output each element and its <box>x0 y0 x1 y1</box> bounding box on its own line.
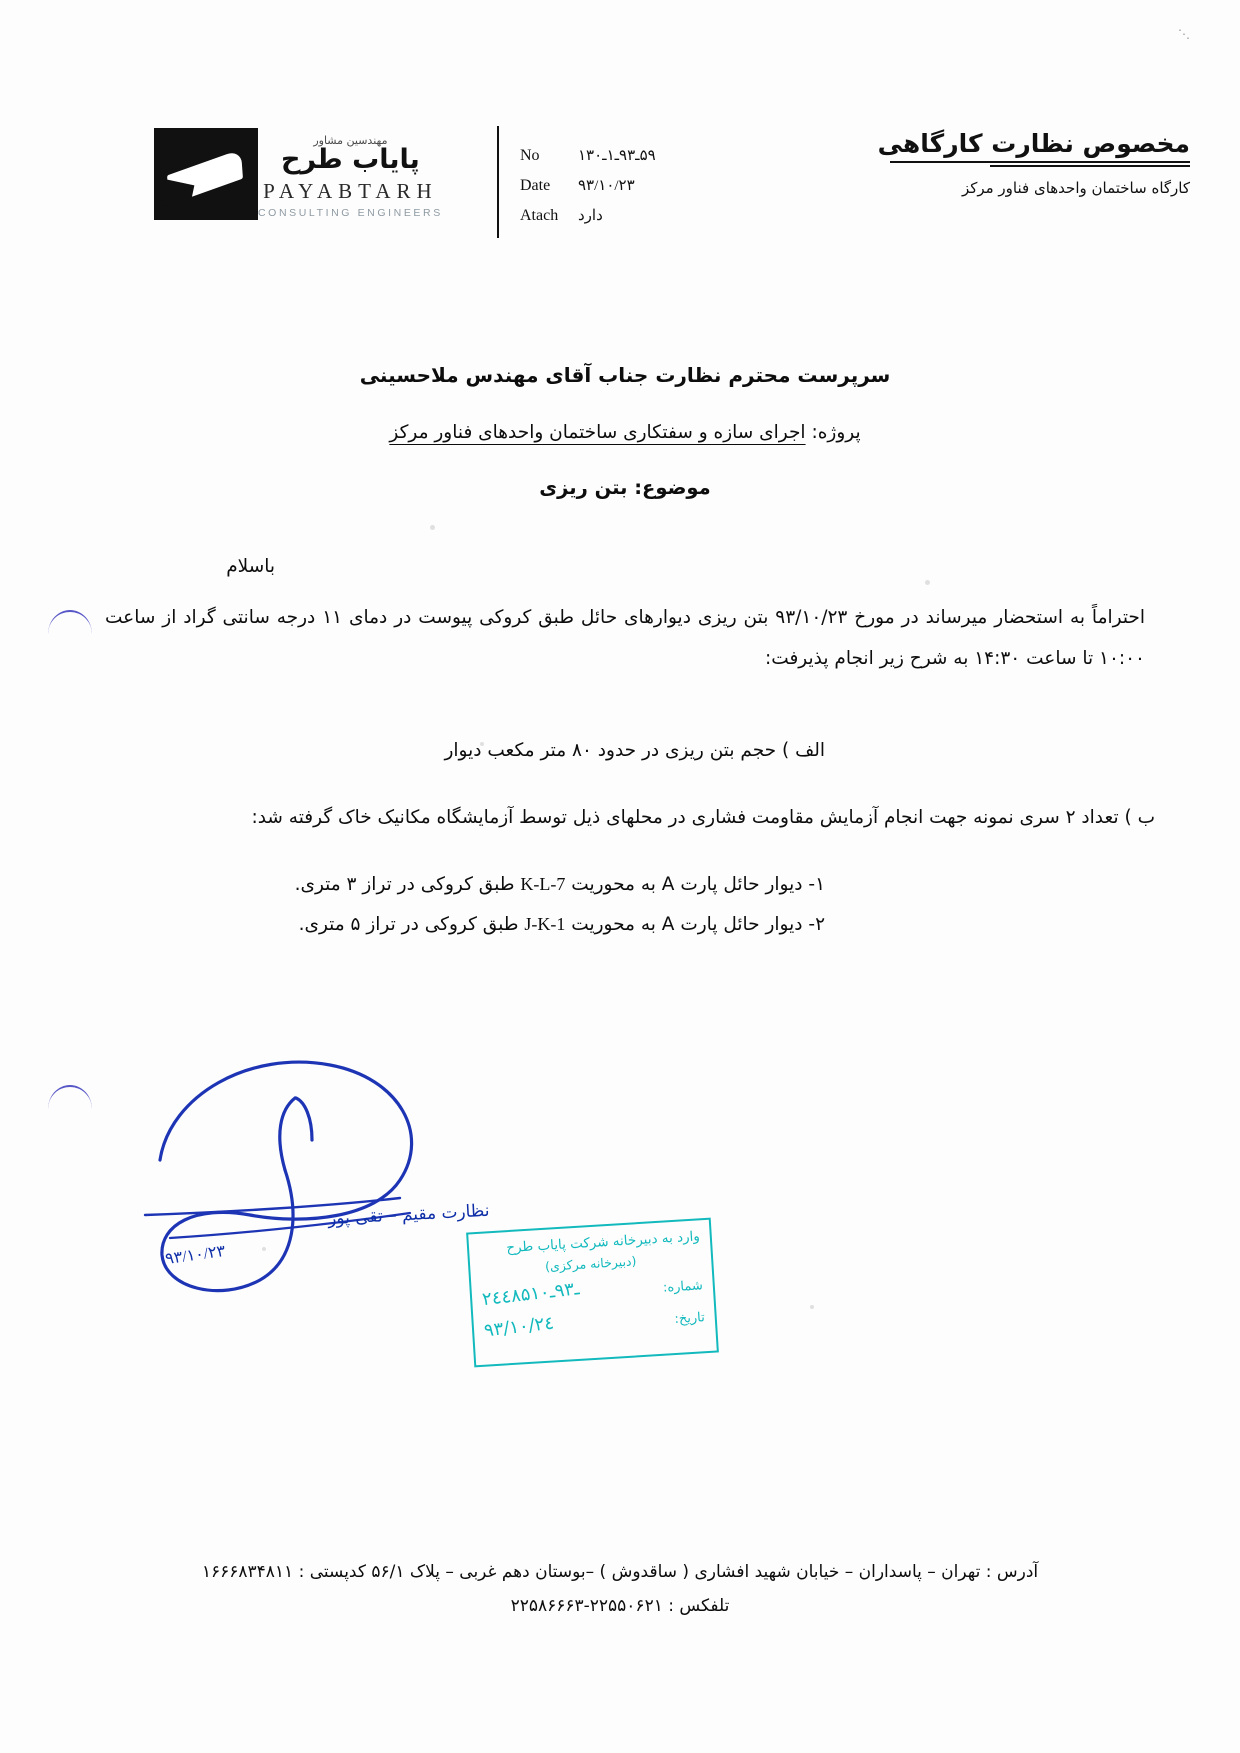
list-item-post: طبق کروکی در تراز ۵ متری. <box>298 914 519 936</box>
registration-stamp <box>466 1218 719 1368</box>
supervision-stamp-header <box>830 130 1190 197</box>
company-name-fa: پایاب طرح <box>281 144 420 175</box>
list-item <box>95 865 1155 906</box>
footer-address: آدرس : تهران – پاسداران – خیابان شهید افشاری ( ساقدوش ) –بوستان دهم غربی – پلاک ۵۶/۱ کدپستی : ۱۶۶۶۸۳۴۸۱۱ <box>201 1562 1039 1582</box>
recipient-line: سرپرست محترم نظارت جناب آقای مهندس ملاحسینی <box>359 363 891 387</box>
meta-row-date <box>520 176 750 206</box>
meta-label-date: Date <box>520 177 551 194</box>
list-item <box>95 905 1155 946</box>
project-line <box>95 414 1155 452</box>
list-item-code: J-K-1 <box>524 914 566 935</box>
logo-mark-icon <box>154 128 258 220</box>
project-value: اجرای سازه و سفتکاری ساختمان واحدهای فناور مرکز <box>389 422 806 443</box>
signature-label: نظارت مقیم – تقی پور <box>328 1200 491 1230</box>
registration-line-1: وارد به دبیرخانه شرکت پایاب طرح <box>505 1228 701 1257</box>
company-sub-fa: مهندسین مشاور <box>313 134 388 147</box>
footer-phone: تلفکس : ۲۲۵۵۰۶۲۱-۲۲۵۸۶۶۶۳ <box>510 1596 730 1616</box>
registration-date-value: ۹۳/۱۰/۲٤ <box>482 1312 556 1342</box>
list-item-post: طبق کروکی در تراز ۳ متری. <box>294 873 515 895</box>
meta-row-no <box>520 146 750 176</box>
subject-value: بتن ریزی <box>539 475 628 499</box>
registration-number-label: شماره: <box>662 1278 704 1296</box>
list-item-code: K-L-7 <box>520 873 566 894</box>
greeting: باسلام <box>226 555 275 577</box>
main-paragraph: احتراماً به استحضار میرساند در مورخ ۹۳/۱۰/۲۳ بتن ریزی دیوارهای حائل طبق کروکی پیوست در دمای ۱۱ درجه سانتی گراد از ساعت ۱۰:۰۰ تا ساعت ۱۴:۳۰ به شرح زیر انجام پذیرفت: <box>105 606 1145 669</box>
list-item-pre: دیوار حائل پارت A به محوریت <box>571 914 803 936</box>
list-item-pre: دیوار حائل پارت A به محوریت <box>571 873 803 895</box>
supervision-title: مخصوص نظارت کارگاهی <box>877 129 1190 158</box>
letter-body <box>95 355 1155 946</box>
registration-number-value: ۲٤٤٨۵ـ۹۳ـ۱۰ <box>481 1278 581 1311</box>
header-divider <box>497 126 499 238</box>
item-b: ب ) تعداد ۲ سری نمونه جهت انجام آزمایش مقاومت فشاری در محلهای ذیل توسط آزمایشگاه مکانیک خاک گرفته شد: <box>251 806 1155 828</box>
subject-label: موضوع: <box>634 475 711 499</box>
meta-label-atach: Atach <box>520 207 559 224</box>
item-a: الف ) حجم بتن ریزی در حدود ۸۰ متر مکعب دیوار <box>444 740 825 762</box>
supervision-subtitle: کارگاه ساختمان واحدهای فناور مرکز <box>961 178 1190 197</box>
logo-text <box>258 128 443 219</box>
signature-date: ۹۳/۱۰/۲۳ <box>163 1242 226 1269</box>
meta-value-no: ۵۹ـ۹۳ـ۱ـ۱۳۰ <box>578 148 656 164</box>
meta-label-no: No <box>520 147 540 164</box>
scan-arc-mark <box>48 610 92 634</box>
supervision-rule <box>890 161 1190 163</box>
footer <box>0 1555 1240 1623</box>
letter-meta <box>520 146 750 236</box>
registration-line-2: (دبیرخانه مرکزی) <box>544 1253 637 1274</box>
subject-line <box>95 468 1155 508</box>
list-item-number: ۱- <box>808 873 825 895</box>
company-logo <box>140 128 460 248</box>
meta-value-atach: دارد <box>578 208 603 224</box>
supervision-rule-short <box>990 165 1190 167</box>
company-name-en: PAYABTARH <box>263 178 438 203</box>
scan-corner-mark: ⋰ <box>1178 27 1190 41</box>
company-sub-en: CONSULTING ENGINEERS <box>258 206 443 219</box>
meta-value-date: ۹۳/۱۰/۲۳ <box>578 178 635 194</box>
list-item-number: ۲- <box>808 914 825 936</box>
project-label: پروژه: <box>811 422 861 443</box>
registration-date-label: تاریخ: <box>674 1310 706 1328</box>
meta-row-atach <box>520 206 750 236</box>
scan-arc-mark <box>48 1085 92 1109</box>
letterhead <box>0 118 1240 258</box>
